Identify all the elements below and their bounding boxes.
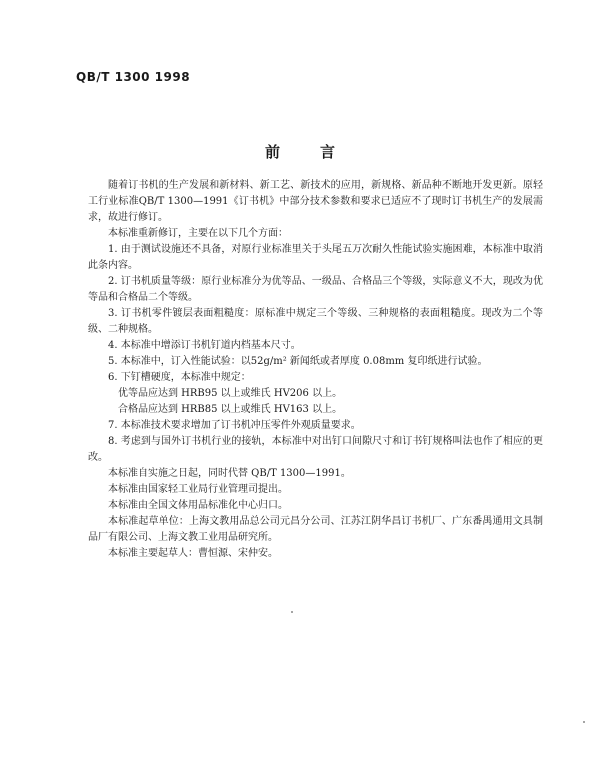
revision-item-8: 8. 考虑到与国外订书机行业的接轨，本标准中对出钉口间隙尺寸和订书钉规格叫法也作了相应的更改。 [88,436,543,463]
revision-item-6: 6. 下钉槽硬度，本标准中规定： [108,372,251,383]
revision-item-2: 2. 订书机质量等级：原行业标准分为优等品、一级品、合格品三个等级，实际意义不大，现改为优等品和合格品二个等级。 [88,276,543,303]
proposer-note: 本标准由国家轻工业局行业管理司提出。 [108,484,288,495]
standard-code: QB/T 1300 1998 [76,70,191,84]
hardness-premium-grade: 优等品应达到 HRB95 以上或维氏 HV206 以上。 [118,388,343,399]
revision-item-5: 5. 本标准中，订入性能试验：以52g/m² 新闻纸或者厚度 0.08mm 复印纸进行试验。 [108,356,488,367]
page-title: 前言 [264,143,375,161]
scan-speck [583,721,585,723]
revision-item-1: 1. 由于测试设施还不具备，对原行业标准里关于头尾五万次耐久性能试验实施困难，本标准中取消此条内容。 [88,244,543,271]
revision-summary: 本标准重新修订，主要在以下几个方面： [108,228,288,239]
administrator-note: 本标准由全国文体用品标准化中心归口。 [108,500,288,511]
replacement-note: 本标准自实施之日起，同时代替 QB/T 1300—1991。 [108,468,351,479]
revision-item-3: 3. 订书机零件镀层表面粗糙度：原标准中规定三个等级、三种规格的表面粗糙度。现改为二个等级、二种规格。 [88,308,543,335]
scan-speck [291,611,293,613]
revision-item-4: 4. 本标准中增添订书机钉道内档基本尺寸。 [108,340,301,351]
drafting-units: 本标准起草单位：上海文教用品总公司元昌分公司、江苏江阴华昌订书机厂、广东番禺通用文具制品厂有限公司、上海文教工业用品研究所。 [88,516,543,543]
document-body [88,178,543,562]
revision-item-7: 7. 本标准技术要求增加了订书机冲压零件外观质量要求。 [108,420,361,431]
hardness-qualified-grade: 合格品应达到 HRB85 以上或维氏 HV163 以上。 [118,404,343,415]
main-drafters: 本标准主要起草人：曹恒源、宋仲安。 [108,548,278,559]
intro-paragraph: 随着订书机的生产发展和新材料、新工艺、新技术的应用，新规格、新品种不断地开发更新。原轻工行业标准QB/T 1300—1991《订书机》中部分技术参数和要求已适应不了现时订书机生产的发展需求，故进行修订。 [88,180,543,223]
